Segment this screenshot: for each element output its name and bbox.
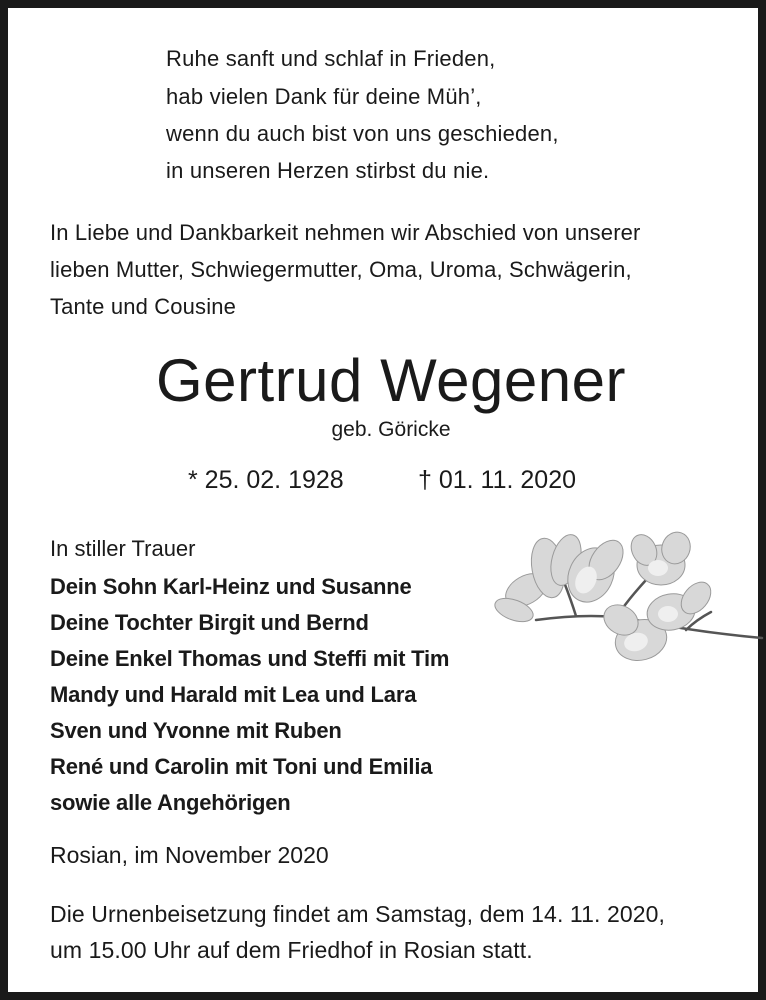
funeral-line-1: Die Urnenbeisetzung findet am Samstag, dem 14. 11. 2020, — [50, 901, 666, 927]
deceased-name: Gertrud Wegener — [156, 347, 626, 414]
mourner-line: Sven und Yvonne mit Ruben — [50, 718, 342, 743]
mourner-line: sowie alle Angehörigen — [50, 790, 291, 815]
intro-line-3: Tante und Cousine — [50, 294, 237, 319]
poem-line-2: hab vielen Dank für deine Müh’, — [166, 84, 482, 109]
intro-line-2: lieben Mutter, Schwiegermutter, Oma, Uroma, Schwägerin, — [50, 257, 632, 282]
funeral-line-2: um 15.00 Uhr auf dem Friedhof in Rosian statt. — [50, 937, 533, 963]
place-date: Rosian, im November 2020 — [50, 842, 329, 868]
poem-line-4: in unseren Herzen stirbst du nie. — [166, 158, 490, 183]
mourner-line: Mandy und Harald mit Lea und Lara — [50, 682, 417, 707]
mourner-line: Deine Enkel Thomas und Steffi mit Tim — [50, 646, 450, 671]
poem-line-3: wenn du auch bist von uns geschieden, — [166, 121, 559, 146]
intro-line-1: In Liebe und Dankbarkeit nehmen wir Abschied von unserer — [50, 220, 641, 245]
birth-name: geb. Göricke — [331, 418, 451, 441]
mourner-line: René und Carolin mit Toni und Emilia — [50, 754, 433, 779]
magnolia-branch-icon — [486, 520, 766, 680]
mourner-line: Dein Sohn Karl-Heinz und Susanne — [50, 574, 412, 599]
death-date: † 01. 11. 2020 — [418, 466, 577, 494]
birth-date: * 25. 02. 1928 — [188, 466, 344, 494]
poem-line-1: Ruhe sanft und schlaf in Frieden, — [166, 46, 496, 71]
mourning-label: In stiller Trauer — [50, 536, 196, 561]
mourner-line: Deine Tochter Birgit und Bernd — [50, 610, 369, 635]
